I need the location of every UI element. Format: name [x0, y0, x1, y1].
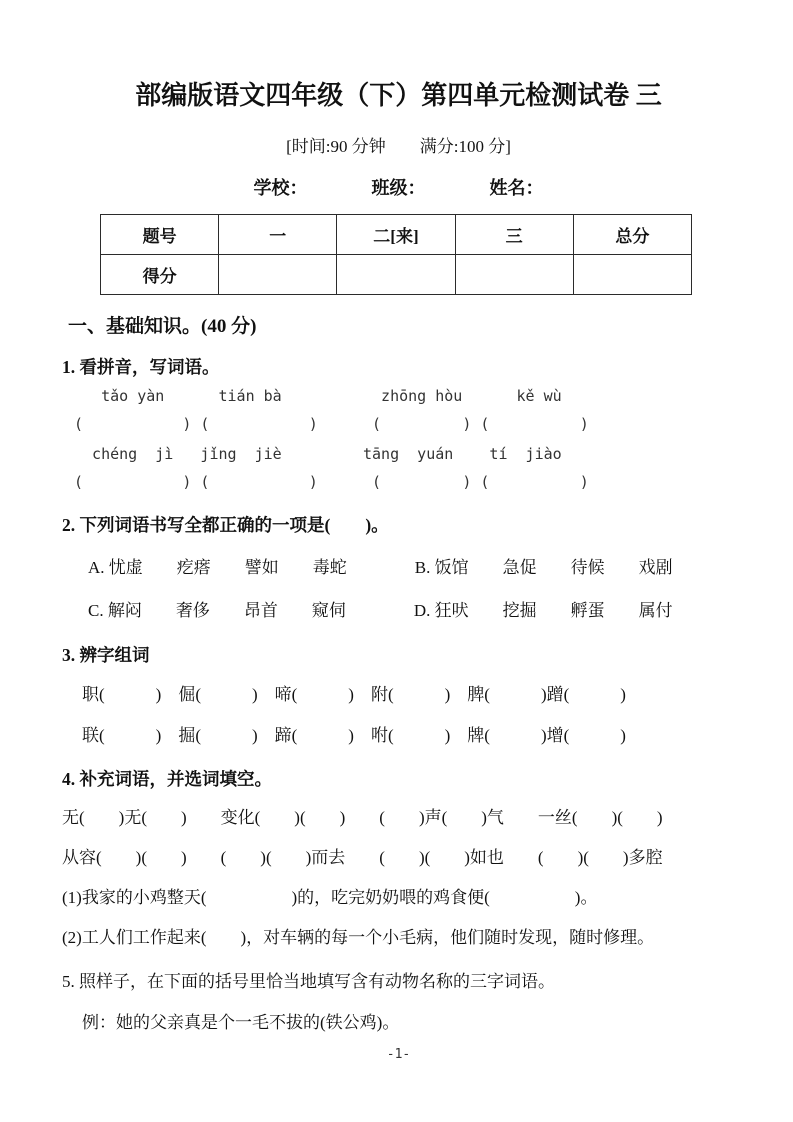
q4-idiom-row-1: 无( )无( ) 变化( )( ) ( )声( )气 一丝( )( ) — [62, 808, 663, 827]
question-3-heading: 3. 辨字组词 — [62, 645, 150, 665]
score-table-score-row — [101, 255, 692, 295]
table-header-cell: 三 — [455, 215, 573, 255]
score-table-header-row — [101, 215, 692, 255]
q2-options-c-d: C. 解闷 奢侈 昂首 窥伺 D. 狂吠 挖掘 孵蛋 属付 — [88, 601, 673, 620]
page-title: 部编版语文四年级（下）第四单元检测试卷 三 — [135, 81, 662, 110]
score-label-cell: 得分 — [101, 255, 219, 295]
question-5-text: 5. 照样子，在下面的括号里恰当地填写含有动物名称的三字词语。 — [62, 972, 555, 991]
table-header-cell: 一 — [219, 215, 337, 255]
class-field-label: 班级： — [371, 178, 426, 198]
page-number: -1- — [386, 1047, 411, 1062]
q1-answer-brackets-2: ( ) ( ) ( ) ( ) — [74, 473, 589, 491]
question-1-heading: 1. 看拼音，写词语。 — [62, 357, 220, 377]
q5-example: 例：她的父亲真是个一毛不拔的(铁公鸡)。 — [82, 1013, 400, 1032]
name-field-label: 姓名： — [489, 178, 544, 198]
score-blank-cell — [455, 255, 573, 295]
q1-answer-brackets-1: ( ) ( ) ( ) ( ) — [74, 415, 589, 433]
q4-subitem-1: (1)我家的小鸡整天( )的，吃完奶奶喂的鸡食便( )。 — [62, 888, 598, 907]
score-blank-cell — [573, 255, 691, 295]
q1-pinyin-row-1: tǎo yàn tián bà zhōng hòu kě wù — [74, 387, 562, 405]
exam-meta: [时间:90 分钟 满分:100 分] — [286, 137, 511, 156]
question-2-heading: 2. 下列词语书写全都正确的一项是( )。 — [62, 515, 389, 535]
score-blank-cell — [219, 255, 337, 295]
q4-subitem-2: (2)工人们工作起来( )，对车辆的每一个小毛病，他们随时发现，随时修理。 — [62, 928, 655, 947]
question-4-heading: 4. 补充词语，并选词填空。 — [62, 769, 272, 789]
q3-word-row-2: 联( ) 掘( ) 蹄( ) 咐( ) 牌( )增( ) — [82, 726, 626, 745]
table-header-cell: 题号 — [101, 215, 219, 255]
q2-options-a-b: A. 忧虚 疙瘩 譬如 毒蛇 B. 饭馆 急促 待候 戏剧 — [88, 558, 673, 577]
score-blank-cell — [337, 255, 455, 295]
student-info-row — [62, 176, 735, 200]
table-header-cell: 二[来] — [337, 215, 455, 255]
score-table — [100, 214, 692, 295]
q3-word-row-1: 职( ) 倔( ) 啼( ) 附( ) 脾( )蹭( ) — [82, 685, 626, 704]
school-field-label: 学校： — [253, 178, 308, 198]
section-one-heading: 一、基础知识。(40 分) — [68, 316, 257, 337]
q1-pinyin-row-2: chéng jì jǐng jiè tāng yuán tí jiào — [74, 445, 562, 463]
q4-idiom-row-2: 从容( )( ) ( )( )而去 ( )( )如也 ( )( )多腔 — [62, 848, 663, 867]
table-header-cell: 总分 — [573, 215, 691, 255]
